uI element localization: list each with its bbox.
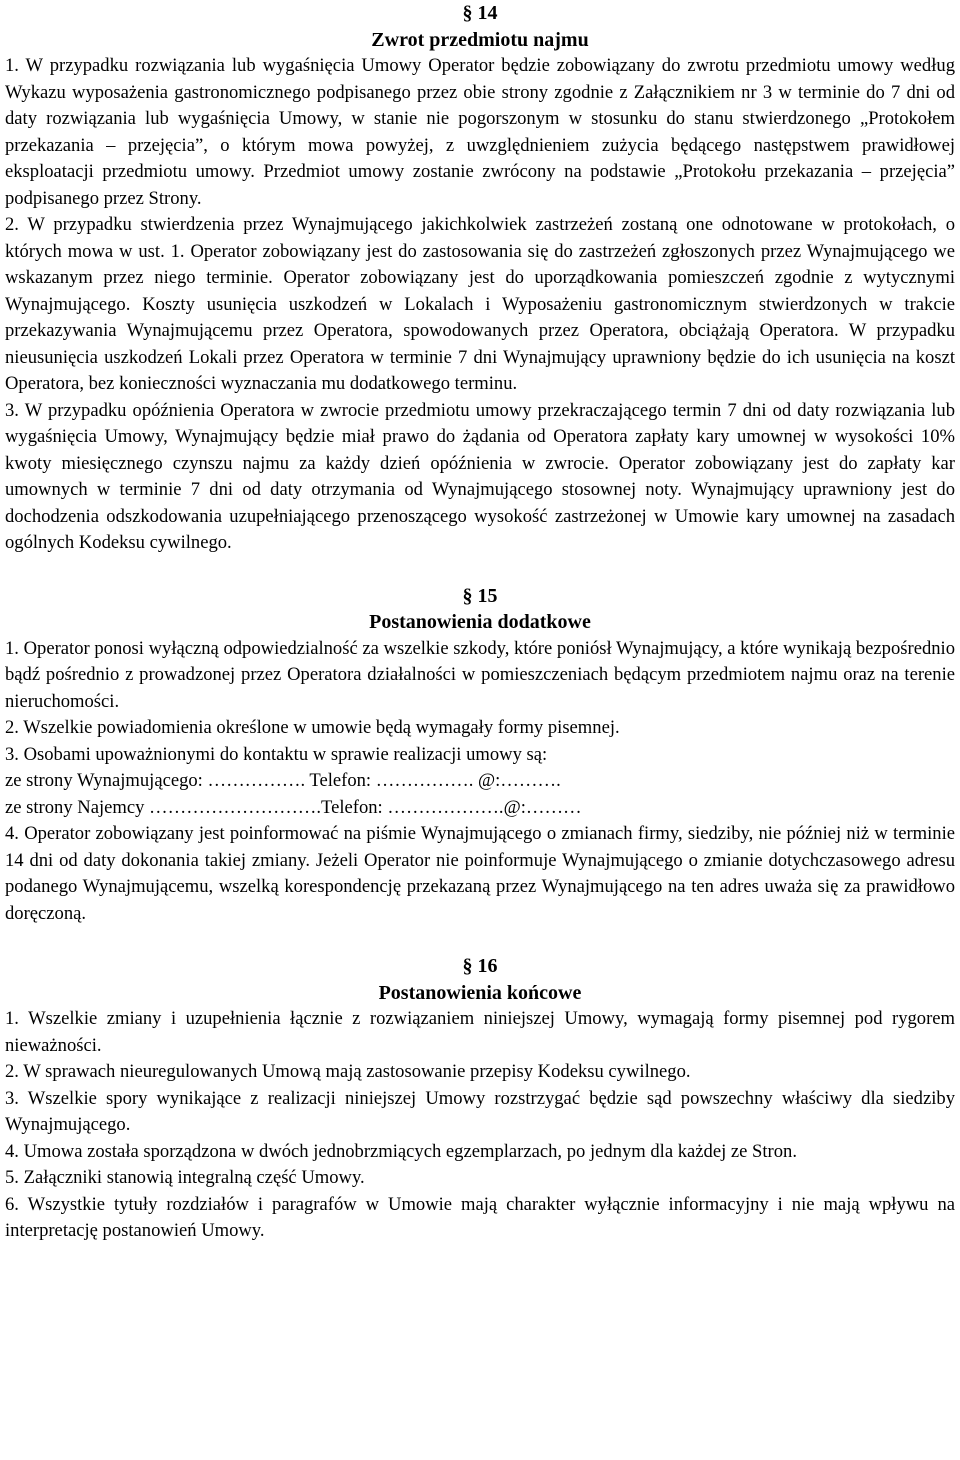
section-number: § 16 (462, 955, 498, 977)
section-title: Zwrot przedmiotu najmu (371, 28, 589, 51)
section-title: Postanowienia końcowe (378, 981, 582, 1004)
paragraph: 1. Wszelkie zmiany i uzupełnienia łącznie z rozwiązaniem niniejszej Umowy, wymagają formy pisemnej pod rygorem nieważności. (5, 1008, 955, 1056)
paragraph: 1. W przypadku rozwiązania lub wygaśnięcia Umowy Operator będzie zobowiązany do zwrotu przedmiotu umowy według Wykazu wyposażenia gastronomicznego podpisanego przez obie strony zgodnie z Załącznikiem nr 3 w terminie do 7 dni od daty rozwiązania lub wygaśnięcia Umowy, w stanie nie pogorszonym w stosunku do stanu stwierdzonego „Protokołem przekazania – przejęcia”, o którym mowa powyżej, z uwzględnieniem zużycia będącego następstwem prawidłowej eksploatacji przedmiotu umowy. Przedmiot umowy zostanie zwrócony na podstawie „Protokołu przekazania – przejęcia” podpisanego przez Strony. (5, 55, 955, 209)
section-spacer (5, 927, 955, 953)
section-number: § 15 (462, 584, 498, 607)
paragraph: 2. W sprawach nieuregulowanych Umową mają zastosowanie przepisy Kodeksu cywilnego. (5, 1061, 691, 1082)
section-spacer (5, 557, 955, 583)
paragraph: 3. Osobami upoważnionymi do kontaktu w sprawie realizacji umowy są: (5, 743, 548, 765)
contact-line: ze strony Wynajmującego: ……………. Telefon: ……………. @:………. (5, 770, 561, 791)
paragraph: 2. Wszelkie powiadomienia określone w umowie będą wymagały formy pisemnej. (5, 717, 620, 738)
paragraph: 1. Operator ponosi wyłączną odpowiedzialność za wszelkie szkody, które poniósł Wynajmujący, a które wynikają bezpośrednio bądź pośrednio z prowadzonej przez Operatora działalności w pomieszczeniach będącym przedmiotem najmu oraz na terenie nieruchomości. (5, 637, 955, 712)
paragraph: 4. Operator zobowiązany jest poinformować na piśmie Wynajmującego o zmianach firmy, siedziby, nie później niż w terminie 14 dni od daty dokonania takiej zmiany. Jeżeli Operator nie poinformuje Wynajmującego o zmianie dotychczasowego adresu podanego Wynajmującemu, wszelką korespondencję przekazaną przez Wynajmującego na ten adres uważa się za prawidłowo doręczoną. (5, 823, 955, 924)
section-16 (5, 953, 955, 1245)
paragraph: 4. Umowa została sporządzona w dwóch jednobrzmiących egzemplarzach, po jednym dla każdej ze Stron. (5, 1140, 797, 1162)
contact-line: ze strony Najemcy ……………………….Telefon: ……………….@:……… (5, 796, 582, 818)
paragraph: 3. W przypadku opóźnienia Operatora w zwrocie przedmiotu umowy przekraczającego termin 7 dni od daty rozwiązania lub wygaśnięcia Umowy, Wynajmujący będzie miał prawo do żądania od Operatora zapłaty kary umownej w wysokości 10% kwoty miesięcznego czynszu najmu za każdy dzień opóźnienia w zwrocie. Operator zobowiązany jest do zapłaty kar umownych w terminie 7 dni od daty otrzymania od Wynajmującego stosownej noty. Wynajmujący uprawniony jest do dochodzenia odszkodowania uzupełniającego przenoszącego wysokość zastrzeżonej w Umowie kary umownej na zasadach ogólnych Kodeksu cywilnego. (5, 399, 955, 553)
section-14 (5, 0, 955, 557)
paragraph: 3. Wszelkie spory wynikające z realizacji niniejszej Umowy rozstrzygać będzie sąd powszechny właściwy dla siedziby Wynajmującego. (5, 1087, 955, 1135)
paragraph: 6. Wszystkie tytuły rozdziałów i paragrafów w Umowie mają charakter wyłącznie informacyjny i nie mają wpływu na interpretację postanowień Umowy. (5, 1193, 955, 1241)
section-title: Postanowienia dodatkowe (369, 611, 591, 633)
section-15 (5, 583, 955, 928)
document-page (5, 0, 955, 1245)
section-number: § 14 (462, 2, 498, 24)
paragraph: 2. W przypadku stwierdzenia przez Wynajmującego jakichkolwiek zastrzeżeń zostaną one odnotowane w protokołach, o których mowa w ust. 1. Operator zobowiązany jest do zastosowania się do zastrzeżeń zgłoszonych przez Wynajmującego we wskazanym przez niego terminie. Operator zobowiązany jest do uporządkowania pomieszczeń zgodnie z wytycznymi Wynajmującego. Koszty usunięcia uszkodzeń w Lokalach i Wyposażeniu gastronomicznym stwierdzonych w trakcie przekazywania Wynajmującemu przez Operatora, spowodowanych przez Operatora, obciążają Operatora. W przypadku nieusunięcia uszkodzeń Lokali przez Operatora w terminie 7 dni Wynajmujący uprawniony będzie do ich usunięcia na koszt Operatora, bez konieczności wyznaczania mu dodatkowego terminu. (5, 214, 955, 394)
paragraph: 5. Załączniki stanowią integralną część Umowy. (5, 1167, 365, 1188)
